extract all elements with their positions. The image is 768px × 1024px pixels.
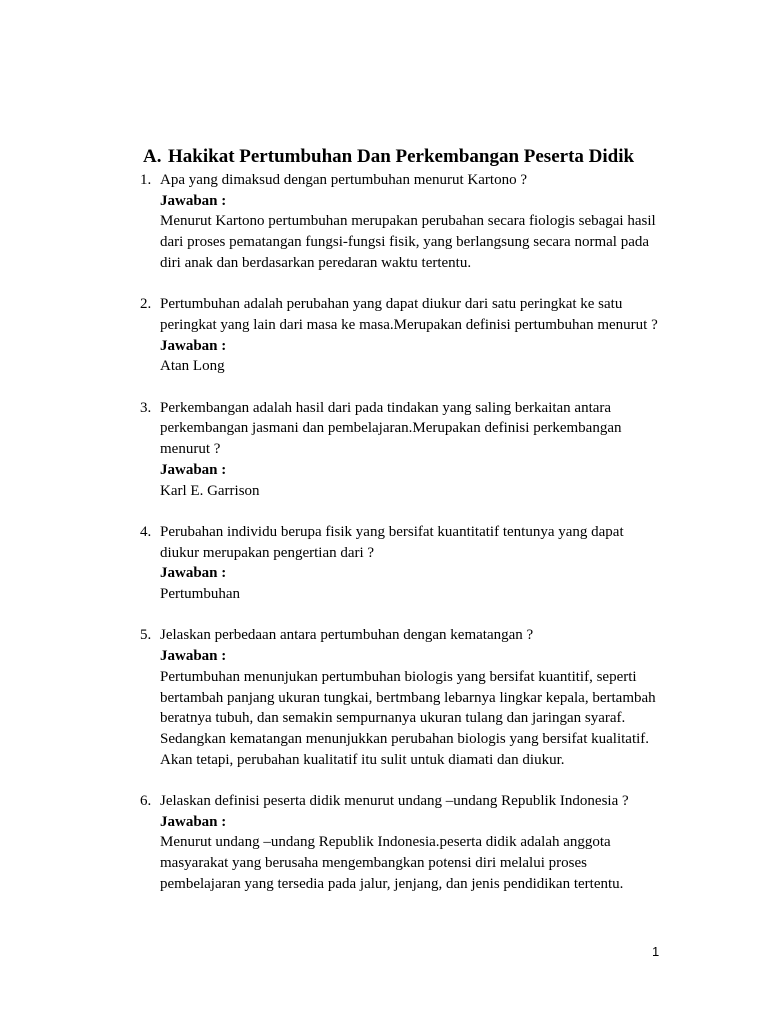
question-number: 4. [140, 523, 152, 540]
answer-text: Pertumbuhan [160, 586, 240, 603]
question-item-2 [0, 294, 768, 377]
question-item-5 [0, 625, 768, 770]
question-number: 1. [140, 172, 152, 188]
question-item-1 [0, 170, 768, 274]
page-number: 1 [652, 944, 660, 959]
question-number: 5. [140, 627, 152, 644]
answer-text: Menurut Kartono pertumbuhan merupakan perubahan secara fiologis sebagai hasil dari proses pematangan fungsi-fungsi fisik, yang berlangsung secara normal pada diri anak dan berdasarkan peredaran waktu tertentu. [160, 213, 656, 271]
question-number: 2. [140, 296, 152, 313]
question-item-3 [0, 398, 768, 502]
question-item-4 [0, 522, 768, 605]
question-number: 6. [140, 793, 152, 810]
question-body [160, 398, 660, 502]
question-number: 3. [140, 399, 152, 416]
question-text: Jelaskan perbedaan antara pertumbuhan dengan kematangan ? [160, 627, 534, 644]
answer-label: Jawaban : [160, 648, 227, 665]
answer-label: Jawaban : [160, 192, 227, 209]
section-letter: A. [143, 146, 162, 167]
question-item-6 [0, 791, 768, 895]
answer-text: Karl E. Garrison [160, 482, 260, 499]
question-text: Pertumbuhan adalah perubahan yang dapat diukur dari satu peringkat ke satu peringkat yang lain dari masa ke masa.Merupakan definisi pertumbuhan menurut ? [160, 296, 658, 333]
answer-label: Jawaban : [160, 337, 227, 354]
question-body [160, 625, 660, 770]
question-body [160, 170, 660, 274]
question-text: Perkembangan adalah hasil dari pada tindakan yang saling berkaitan antara perkembangan jasmani dan pembelajaran.Merupakan definisi perkembangan menurut ? [160, 399, 622, 458]
question-list [0, 170, 768, 915]
question-body [160, 294, 660, 377]
answer-text: Pertumbuhan menunjukan pertumbuhan biologis yang bersifat kuantitif, seperti bertambah panjang ukuran tungkai, bertmbang lebarnya lingkar kepala, bertambah beratnya tubuh, dan semakin sempurnanya ukuran tulang dan jaringan syaraf. Sedangkan kematangan menunjukkan perubahan biologis yang bersifat kualitatif. Akan tetapi, perubahan kualitatif itu sulit untuk diamati dan diukur. [160, 668, 656, 768]
section-title: Hakikat Pertumbuhan Dan Perkembangan Peserta Didik [168, 146, 635, 167]
answer-label: Jawaban : [160, 565, 227, 582]
answer-text: Menurut undang –undang Republik Indonesia.peserta didik adalah anggota masyarakat yang berusaha mengembangkan potensi diri melalui proses pembelajaran yang tersedia pada jalur, jenjang, dan jenis pendidikan tertentu. [160, 834, 624, 892]
answer-label: Jawaban : [160, 813, 227, 830]
answer-label: Jawaban : [160, 461, 227, 478]
answer-text: Atan Long [160, 358, 225, 375]
question-body [160, 791, 660, 895]
question-text: Perubahan individu berupa fisik yang bersifat kuantitatif tentunya yang dapat diukur merupakan pengertian dari ? [160, 523, 624, 561]
question-text: Jelaskan definisi peserta didik menurut undang –undang Republik Indonesia ? [160, 793, 629, 810]
section-heading [143, 144, 634, 170]
question-body [160, 522, 660, 605]
question-text: Apa yang dimaksud dengan pertumbuhan menurut Kartono ? [160, 172, 527, 188]
